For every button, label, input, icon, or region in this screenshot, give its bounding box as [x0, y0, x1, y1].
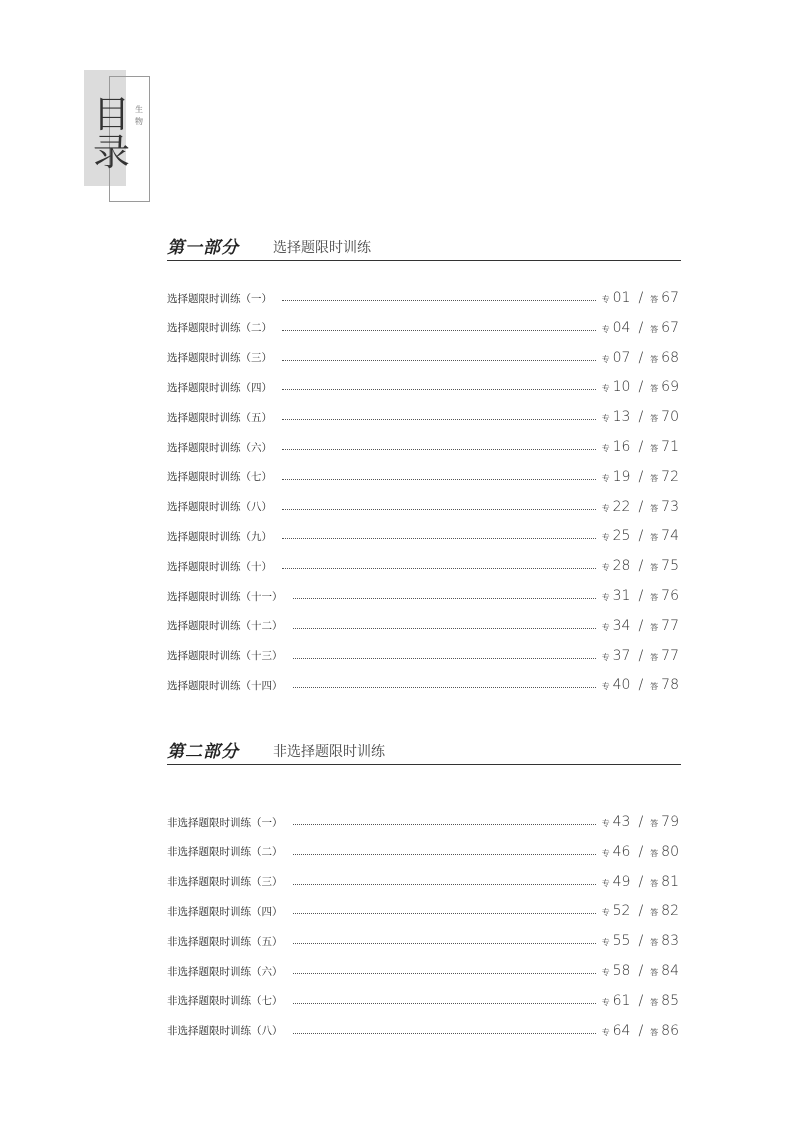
answer-page-number: 86: [661, 1022, 679, 1039]
question-page-number: 55: [612, 933, 631, 950]
toc-entry-label: 非选择题限时训练（四）: [167, 905, 283, 918]
answer-page-number: 75: [661, 558, 679, 575]
question-page-number: 40: [612, 677, 631, 694]
question-page-number: 43: [612, 814, 631, 830]
toc-page-refs: [602, 350, 679, 366]
dot-leader: [293, 597, 596, 599]
section-heading: [167, 236, 681, 261]
page-title: 目录: [93, 93, 130, 174]
answer-mark-label: 答: [650, 1027, 659, 1037]
section-heading: [167, 740, 681, 765]
question-page-number: 31: [612, 588, 631, 604]
toc-entry[interactable]: [167, 843, 679, 861]
section-title: 选择题限时训练: [273, 240, 371, 256]
section-number: 第二部分: [167, 742, 239, 762]
toc-page-refs: [602, 290, 679, 306]
dot-leader: [282, 299, 596, 301]
question-mark-label: 专: [601, 414, 610, 424]
answer-page-number: 70: [661, 409, 679, 426]
question-page-number: 19: [612, 468, 631, 485]
question-page-number: 61: [612, 992, 631, 1009]
question-mark-label: 专: [601, 908, 610, 918]
answer-page-number: 79: [661, 814, 679, 830]
page-separator: /: [638, 588, 644, 604]
toc-page-refs: [602, 439, 679, 455]
answer-mark-label: 答: [650, 819, 659, 828]
question-mark-label: 专: [601, 593, 610, 602]
toc-page-refs: [602, 814, 679, 830]
question-page-number: 07: [612, 349, 631, 366]
toc-entry[interactable]: [167, 676, 679, 694]
question-mark-label: 专: [601, 878, 610, 888]
page-separator: /: [638, 409, 644, 426]
dot-leader: [293, 627, 596, 629]
toc-page-refs: [602, 469, 679, 485]
question-mark-label: 专: [601, 819, 610, 828]
toc-page-refs: [602, 844, 679, 860]
answer-page-number: 76: [661, 588, 679, 604]
toc-entry-label: 选择题限时训练（八）: [167, 501, 272, 514]
dot-leader: [282, 388, 596, 390]
dot-leader: [282, 329, 596, 331]
answer-mark-label: 答: [650, 354, 659, 364]
page-subtitle: 生物: [135, 105, 143, 126]
page-separator: /: [638, 677, 644, 694]
toc-page-refs: [602, 618, 679, 634]
answer-page-number: 83: [661, 933, 679, 950]
question-page-number: 04: [612, 319, 631, 336]
answer-mark-label: 答: [650, 444, 659, 453]
dot-leader: [293, 823, 596, 825]
question-mark-label: 专: [601, 1027, 610, 1037]
question-page-number: 13: [612, 409, 631, 426]
page-separator: /: [638, 379, 644, 396]
question-mark-label: 专: [601, 384, 610, 394]
page-separator: /: [638, 873, 644, 890]
toc-entry-label: 选择题限时训练（五）: [167, 411, 272, 424]
toc-entry[interactable]: [167, 902, 679, 920]
toc-page-refs: [602, 499, 679, 515]
question-mark-label: 专: [601, 968, 610, 977]
page-separator: /: [638, 498, 644, 515]
answer-page-number: 73: [661, 498, 679, 515]
toc-entry[interactable]: [167, 378, 679, 396]
answer-mark-label: 答: [650, 295, 659, 304]
page-separator: /: [638, 933, 644, 950]
question-page-number: 37: [612, 647, 631, 664]
answer-mark-label: 答: [650, 533, 659, 543]
page-separator: /: [638, 1022, 644, 1039]
question-mark-label: 专: [601, 938, 610, 948]
toc-entry-label: 选择题限时训练（十）: [167, 560, 272, 573]
answer-mark-label: 答: [650, 682, 659, 692]
page-separator: /: [638, 468, 644, 485]
toc-entry-label: 选择题限时训练（十三）: [167, 650, 283, 663]
toc-entry[interactable]: [167, 438, 679, 456]
answer-page-number: 81: [661, 873, 679, 890]
toc-entry-label: 非选择题限时训练（五）: [167, 935, 283, 948]
toc-page-refs: [602, 320, 679, 336]
question-mark-label: 专: [601, 563, 610, 573]
toc-page-refs: [602, 903, 679, 919]
toc-entry-label: 选择题限时训练（十一）: [167, 590, 283, 603]
page-separator: /: [638, 290, 644, 306]
dot-leader: [282, 537, 596, 539]
toc-entry[interactable]: [167, 617, 679, 635]
toc-entry-label: 选择题限时训练（九）: [167, 530, 272, 543]
answer-mark-label: 答: [650, 938, 659, 948]
answer-page-number: 78: [661, 677, 679, 694]
question-page-number: 16: [612, 439, 631, 455]
toc-entry[interactable]: [167, 992, 679, 1010]
dot-leader: [282, 448, 596, 450]
question-page-number: 22: [612, 498, 631, 515]
toc-entry[interactable]: [167, 319, 679, 337]
dot-leader: [293, 1002, 596, 1004]
section-number: 第一部分: [167, 238, 239, 258]
toc-page-refs: [602, 1023, 679, 1039]
page-separator: /: [638, 528, 644, 545]
dot-leader: [293, 853, 596, 855]
answer-mark-label: 答: [650, 324, 659, 334]
toc-page-refs: [602, 933, 679, 949]
toc-page-refs: [602, 379, 679, 395]
question-mark-label: 专: [601, 473, 610, 483]
page-separator: /: [638, 319, 644, 336]
question-mark-label: 专: [601, 295, 610, 304]
answer-page-number: 74: [661, 528, 679, 545]
answer-page-number: 69: [661, 379, 679, 396]
answer-mark-label: 答: [650, 878, 659, 888]
question-mark-label: 专: [601, 503, 610, 513]
answer-page-number: 77: [661, 617, 679, 634]
question-mark-label: 专: [601, 997, 610, 1007]
question-page-number: 52: [612, 903, 631, 920]
toc-entry-label: 选择题限时训练（十四）: [167, 679, 283, 692]
question-page-number: 64: [612, 1022, 631, 1039]
toc-entry-label: 选择题限时训练（七）: [167, 471, 272, 484]
toc-entry-label: 非选择题限时训练（八）: [167, 1025, 283, 1038]
answer-mark-label: 答: [650, 652, 659, 662]
question-mark-label: 专: [601, 682, 610, 692]
page-separator: /: [638, 814, 644, 830]
answer-mark-label: 答: [650, 593, 659, 602]
answer-page-number: 77: [661, 647, 679, 664]
answer-page-number: 67: [661, 319, 679, 336]
toc-entry-label: 选择题限时训练（十二）: [167, 620, 283, 633]
toc-page-refs: [602, 677, 679, 693]
toc-entry-label: 选择题限时训练（一）: [167, 292, 272, 305]
dot-leader: [293, 657, 596, 659]
answer-page-number: 71: [661, 439, 679, 455]
question-page-number: 46: [612, 843, 631, 860]
question-page-number: 01: [612, 290, 631, 306]
page-separator: /: [638, 963, 644, 979]
answer-page-number: 68: [661, 349, 679, 366]
answer-mark-label: 答: [650, 968, 659, 977]
toc-entry[interactable]: [167, 408, 679, 426]
toc-page-refs: [602, 874, 679, 890]
answer-mark-label: 答: [650, 848, 659, 858]
answer-page-number: 72: [661, 468, 679, 485]
page-separator: /: [638, 647, 644, 664]
dot-leader: [293, 912, 596, 914]
toc-entry-label: 选择题限时训练（六）: [167, 441, 272, 454]
dot-leader: [293, 942, 596, 944]
toc-entry[interactable]: [167, 527, 679, 545]
toc-entry[interactable]: [167, 587, 679, 605]
answer-mark-label: 答: [650, 473, 659, 483]
dot-leader: [282, 359, 596, 361]
dot-leader: [293, 686, 596, 688]
answer-mark-label: 答: [650, 997, 659, 1007]
answer-page-number: 82: [661, 903, 679, 920]
question-mark-label: 专: [601, 533, 610, 543]
answer-page-number: 67: [661, 290, 679, 306]
answer-page-number: 85: [661, 992, 679, 1009]
toc-page-refs: [602, 963, 679, 979]
answer-mark-label: 答: [650, 503, 659, 513]
toc-page-refs: [602, 993, 679, 1009]
toc-entry-label: 非选择题限时训练（一）: [167, 816, 283, 829]
answer-page-number: 80: [661, 843, 679, 860]
answer-mark-label: 答: [650, 908, 659, 918]
page-separator: /: [638, 558, 644, 575]
toc-entry[interactable]: [167, 1022, 679, 1040]
toc-page-refs: [602, 558, 679, 574]
dot-leader: [282, 508, 596, 510]
question-page-number: 25: [612, 528, 631, 545]
toc-page-refs: [602, 648, 679, 664]
answer-mark-label: 答: [650, 622, 659, 632]
answer-mark-label: 答: [650, 414, 659, 424]
toc-entry-label: 非选择题限时训练（二）: [167, 846, 283, 859]
toc-entry-label: 非选择题限时训练（七）: [167, 995, 283, 1008]
section-title: 非选择题限时训练: [273, 744, 385, 760]
toc-entry-label: 选择题限时训练（二）: [167, 322, 272, 335]
question-page-number: 58: [612, 963, 631, 979]
toc-entry[interactable]: [167, 873, 679, 891]
toc-page-refs: [602, 528, 679, 544]
dot-leader: [293, 972, 596, 974]
toc-entry[interactable]: [167, 557, 679, 575]
toc-entry[interactable]: [167, 468, 679, 486]
toc-entry[interactable]: [167, 647, 679, 665]
toc-entry[interactable]: [167, 349, 679, 367]
page-separator: /: [638, 349, 644, 366]
toc-entry[interactable]: [167, 498, 679, 516]
toc-entry[interactable]: [167, 813, 679, 831]
toc-entry[interactable]: [167, 962, 679, 980]
toc-entry-label: 选择题限时训练（三）: [167, 352, 272, 365]
page-separator: /: [638, 617, 644, 634]
dot-leader: [282, 418, 596, 420]
answer-page-number: 84: [661, 963, 679, 979]
question-page-number: 10: [612, 379, 631, 396]
page-separator: /: [638, 843, 644, 860]
question-page-number: 49: [612, 873, 631, 890]
answer-mark-label: 答: [650, 563, 659, 573]
answer-mark-label: 答: [650, 384, 659, 394]
page-separator: /: [638, 439, 644, 455]
dot-leader: [282, 478, 596, 480]
toc-entry-label: 非选择题限时训练（三）: [167, 876, 283, 889]
toc-entry[interactable]: [167, 932, 679, 950]
question-page-number: 34: [612, 617, 631, 634]
question-mark-label: 专: [601, 324, 610, 334]
dot-leader: [293, 883, 596, 885]
question-mark-label: 专: [601, 622, 610, 632]
question-mark-label: 专: [601, 354, 610, 364]
question-mark-label: 专: [601, 444, 610, 453]
question-mark-label: 专: [601, 848, 610, 858]
toc-entry-label: 非选择题限时训练（六）: [167, 965, 283, 978]
question-mark-label: 专: [601, 652, 610, 662]
toc-page-refs: [602, 588, 679, 604]
dot-leader: [293, 1032, 596, 1034]
toc-entry[interactable]: [167, 289, 679, 307]
page-separator: /: [638, 903, 644, 920]
toc-page-refs: [602, 409, 679, 425]
question-page-number: 28: [612, 558, 631, 575]
page-separator: /: [638, 992, 644, 1009]
dot-leader: [282, 567, 596, 569]
toc-entry-label: 选择题限时训练（四）: [167, 381, 272, 394]
